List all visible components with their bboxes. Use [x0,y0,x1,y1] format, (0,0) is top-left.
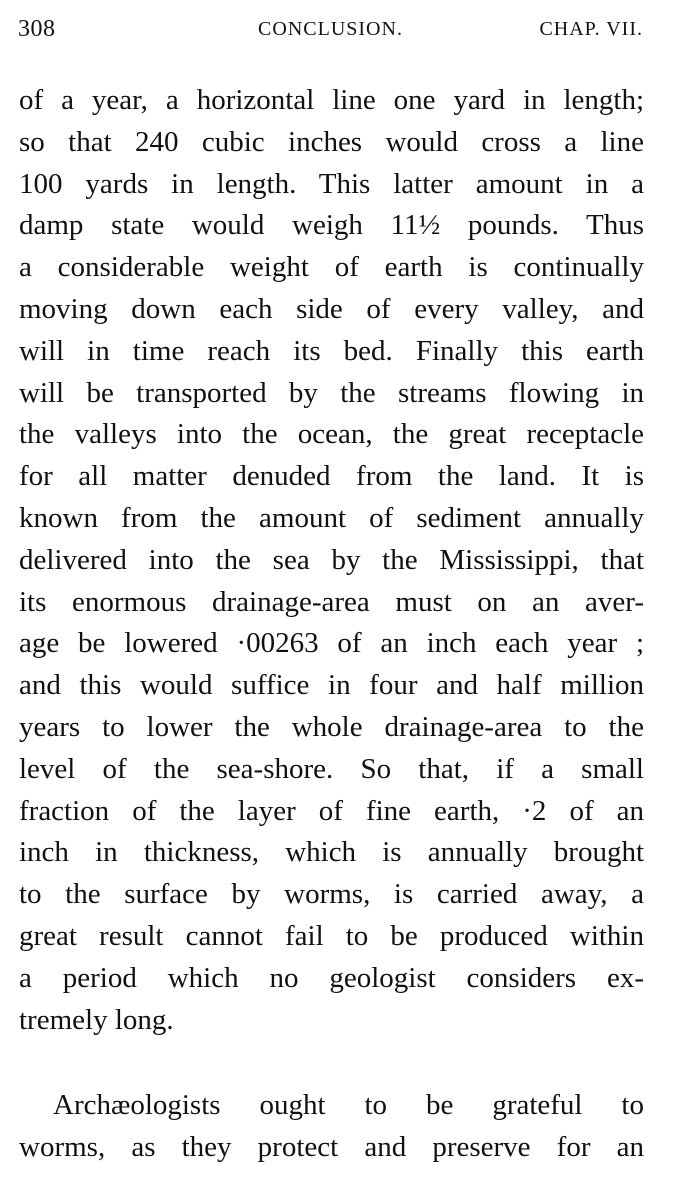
paragraph-1 [19,80,644,1041]
text-line: its enormous drainage-area must on an aver- [19,585,644,618]
text-line: level of the sea-shore. So that, if a small [19,752,644,785]
text-line: the valleys into the ocean, the great receptacle [19,418,644,451]
text-line: delivered into the sea by the Mississippi, that [19,543,644,576]
text-line: will be transported by the streams flowing in [19,376,644,409]
text-line: will in time reach its bed. Finally this earth [19,334,644,367]
running-header [18,16,643,50]
text-line: a period which no geologist considers ex- [19,961,644,994]
text-line: and this would suffice in four and half million [19,669,644,702]
text-line: tremely long. [19,1003,174,1036]
page-number: 308 [18,16,56,42]
text-line: to the surface by worms, is carried away, a [19,878,644,911]
text-line: years to lower the whole drainage-area to the [19,710,644,743]
text-line: great result cannot fail to be produced within [19,919,644,952]
text-line: for all matter denuded from the land. It is [19,460,644,493]
text-line: known from the amount of sediment annually [19,501,644,534]
text-line: so that 240 cubic inches would cross a line [19,125,644,158]
text-line: of a year, a horizontal line one yard in length; [19,84,644,116]
text-line: damp state would weigh 11½ pounds. Thus [19,209,644,242]
chapter-label: CHAP. VII. [539,18,643,40]
text-line: inch in thickness, which is annually brought [19,836,644,869]
text-line: Archæologists ought to be grateful to [53,1089,644,1121]
text-line: moving down each side of every valley, and [19,292,644,325]
text-line: fraction of the layer of fine earth, ·2 of an [19,794,644,827]
paragraph-2 [19,1084,644,1168]
running-title: CONCLUSION. [258,18,403,40]
text-line: a considerable weight of earth is continually [19,251,644,284]
text-line: worms, as they protect and preserve for an [19,1131,644,1163]
text-line: age be lowered ·00263 of an inch each year ; [19,627,644,660]
text-line: 100 yards in length. This latter amount in a [19,167,644,200]
